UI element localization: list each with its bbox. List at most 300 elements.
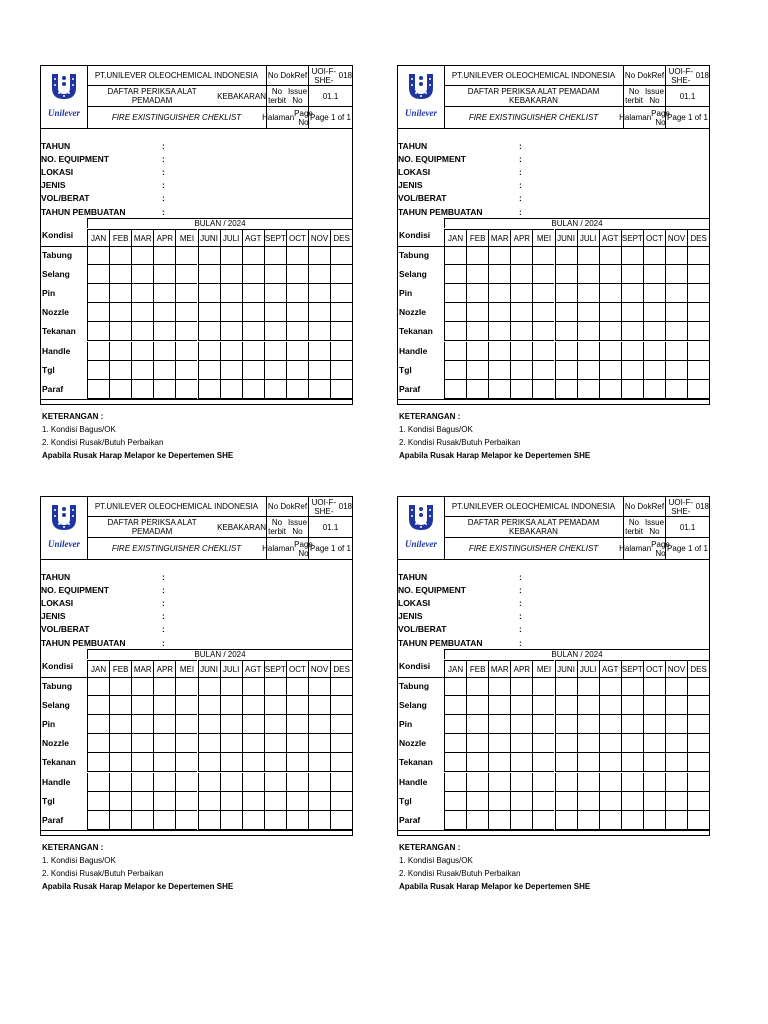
check-cell[interactable] bbox=[153, 773, 175, 792]
check-cell[interactable] bbox=[599, 753, 621, 772]
check-cell[interactable] bbox=[555, 342, 577, 361]
check-cell[interactable] bbox=[264, 773, 286, 792]
check-cell[interactable] bbox=[466, 773, 488, 792]
check-cell[interactable] bbox=[242, 811, 264, 830]
check-cell[interactable] bbox=[577, 677, 599, 696]
check-cell[interactable] bbox=[643, 380, 665, 399]
check-cell[interactable] bbox=[444, 342, 466, 361]
check-cell[interactable] bbox=[153, 734, 175, 753]
check-cell[interactable] bbox=[532, 380, 554, 399]
check-cell[interactable] bbox=[242, 361, 264, 380]
check-cell[interactable] bbox=[153, 246, 175, 265]
check-cell[interactable] bbox=[131, 322, 153, 341]
check-cell[interactable] bbox=[220, 792, 242, 811]
check-cell[interactable] bbox=[330, 246, 352, 265]
check-cell[interactable] bbox=[488, 342, 510, 361]
check-cell[interactable] bbox=[153, 361, 175, 380]
check-cell[interactable] bbox=[109, 265, 131, 284]
check-cell[interactable] bbox=[466, 792, 488, 811]
check-cell[interactable] bbox=[621, 734, 643, 753]
check-cell[interactable] bbox=[242, 677, 264, 696]
check-cell[interactable] bbox=[286, 677, 308, 696]
check-cell[interactable] bbox=[109, 303, 131, 322]
check-cell[interactable] bbox=[308, 303, 330, 322]
check-cell[interactable] bbox=[153, 284, 175, 303]
check-cell[interactable] bbox=[510, 715, 532, 734]
check-cell[interactable] bbox=[687, 773, 709, 792]
check-cell[interactable] bbox=[286, 284, 308, 303]
check-cell[interactable] bbox=[242, 734, 264, 753]
check-cell[interactable] bbox=[621, 811, 643, 830]
check-cell[interactable] bbox=[330, 773, 352, 792]
check-cell[interactable] bbox=[131, 246, 153, 265]
check-cell[interactable] bbox=[532, 322, 554, 341]
check-cell[interactable] bbox=[242, 246, 264, 265]
check-cell[interactable] bbox=[286, 342, 308, 361]
check-cell[interactable] bbox=[466, 696, 488, 715]
check-cell[interactable] bbox=[198, 677, 220, 696]
check-cell[interactable] bbox=[175, 792, 197, 811]
check-cell[interactable] bbox=[109, 696, 131, 715]
check-cell[interactable] bbox=[444, 322, 466, 341]
check-cell[interactable] bbox=[555, 380, 577, 399]
check-cell[interactable] bbox=[466, 284, 488, 303]
check-cell[interactable] bbox=[488, 303, 510, 322]
check-cell[interactable] bbox=[466, 734, 488, 753]
check-cell[interactable] bbox=[599, 734, 621, 753]
check-cell[interactable] bbox=[264, 811, 286, 830]
check-cell[interactable] bbox=[599, 811, 621, 830]
check-cell[interactable] bbox=[242, 715, 264, 734]
check-cell[interactable] bbox=[665, 303, 687, 322]
check-cell[interactable] bbox=[175, 265, 197, 284]
check-cell[interactable] bbox=[665, 696, 687, 715]
check-cell[interactable] bbox=[175, 753, 197, 772]
check-cell[interactable] bbox=[264, 246, 286, 265]
check-cell[interactable] bbox=[510, 753, 532, 772]
check-cell[interactable] bbox=[687, 303, 709, 322]
check-cell[interactable] bbox=[153, 792, 175, 811]
check-cell[interactable] bbox=[264, 792, 286, 811]
check-cell[interactable] bbox=[308, 792, 330, 811]
check-cell[interactable] bbox=[220, 677, 242, 696]
check-cell[interactable] bbox=[577, 246, 599, 265]
check-cell[interactable] bbox=[153, 303, 175, 322]
check-cell[interactable] bbox=[220, 284, 242, 303]
check-cell[interactable] bbox=[687, 734, 709, 753]
check-cell[interactable] bbox=[286, 361, 308, 380]
check-cell[interactable] bbox=[109, 753, 131, 772]
check-cell[interactable] bbox=[510, 677, 532, 696]
check-cell[interactable] bbox=[286, 715, 308, 734]
check-cell[interactable] bbox=[488, 696, 510, 715]
check-cell[interactable] bbox=[687, 792, 709, 811]
check-cell[interactable] bbox=[555, 322, 577, 341]
check-cell[interactable] bbox=[665, 715, 687, 734]
check-cell[interactable] bbox=[220, 734, 242, 753]
check-cell[interactable] bbox=[444, 265, 466, 284]
check-cell[interactable] bbox=[87, 811, 109, 830]
check-cell[interactable] bbox=[131, 284, 153, 303]
check-cell[interactable] bbox=[286, 753, 308, 772]
check-cell[interactable] bbox=[153, 322, 175, 341]
check-cell[interactable] bbox=[599, 284, 621, 303]
check-cell[interactable] bbox=[643, 734, 665, 753]
check-cell[interactable] bbox=[109, 715, 131, 734]
check-cell[interactable] bbox=[510, 811, 532, 830]
check-cell[interactable] bbox=[330, 361, 352, 380]
check-cell[interactable] bbox=[687, 284, 709, 303]
check-cell[interactable] bbox=[175, 696, 197, 715]
check-cell[interactable] bbox=[220, 715, 242, 734]
check-cell[interactable] bbox=[599, 246, 621, 265]
check-cell[interactable] bbox=[109, 773, 131, 792]
check-cell[interactable] bbox=[153, 753, 175, 772]
check-cell[interactable] bbox=[198, 303, 220, 322]
check-cell[interactable] bbox=[643, 696, 665, 715]
check-cell[interactable] bbox=[532, 734, 554, 753]
check-cell[interactable] bbox=[87, 380, 109, 399]
check-cell[interactable] bbox=[510, 246, 532, 265]
check-cell[interactable] bbox=[444, 753, 466, 772]
check-cell[interactable] bbox=[330, 342, 352, 361]
check-cell[interactable] bbox=[665, 811, 687, 830]
check-cell[interactable] bbox=[687, 715, 709, 734]
check-cell[interactable] bbox=[264, 303, 286, 322]
check-cell[interactable] bbox=[577, 361, 599, 380]
check-cell[interactable] bbox=[87, 361, 109, 380]
check-cell[interactable] bbox=[532, 284, 554, 303]
check-cell[interactable] bbox=[488, 811, 510, 830]
check-cell[interactable] bbox=[466, 361, 488, 380]
check-cell[interactable] bbox=[621, 773, 643, 792]
check-cell[interactable] bbox=[264, 361, 286, 380]
check-cell[interactable] bbox=[621, 361, 643, 380]
check-cell[interactable] bbox=[643, 246, 665, 265]
check-cell[interactable] bbox=[599, 265, 621, 284]
check-cell[interactable] bbox=[665, 361, 687, 380]
check-cell[interactable] bbox=[220, 265, 242, 284]
check-cell[interactable] bbox=[510, 284, 532, 303]
check-cell[interactable] bbox=[466, 715, 488, 734]
check-cell[interactable] bbox=[175, 773, 197, 792]
check-cell[interactable] bbox=[87, 696, 109, 715]
check-cell[interactable] bbox=[220, 303, 242, 322]
check-cell[interactable] bbox=[308, 811, 330, 830]
check-cell[interactable] bbox=[330, 322, 352, 341]
check-cell[interactable] bbox=[131, 715, 153, 734]
check-cell[interactable] bbox=[131, 773, 153, 792]
check-cell[interactable] bbox=[131, 677, 153, 696]
check-cell[interactable] bbox=[198, 246, 220, 265]
check-cell[interactable] bbox=[175, 303, 197, 322]
check-cell[interactable] bbox=[665, 792, 687, 811]
check-cell[interactable] bbox=[488, 792, 510, 811]
check-cell[interactable] bbox=[198, 792, 220, 811]
check-cell[interactable] bbox=[555, 753, 577, 772]
check-cell[interactable] bbox=[577, 753, 599, 772]
check-cell[interactable] bbox=[175, 322, 197, 341]
check-cell[interactable] bbox=[599, 361, 621, 380]
check-cell[interactable] bbox=[643, 361, 665, 380]
check-cell[interactable] bbox=[308, 677, 330, 696]
check-cell[interactable] bbox=[621, 696, 643, 715]
check-cell[interactable] bbox=[153, 715, 175, 734]
check-cell[interactable] bbox=[87, 284, 109, 303]
check-cell[interactable] bbox=[264, 715, 286, 734]
check-cell[interactable] bbox=[286, 303, 308, 322]
check-cell[interactable] bbox=[198, 773, 220, 792]
check-cell[interactable] bbox=[286, 792, 308, 811]
check-cell[interactable] bbox=[555, 361, 577, 380]
check-cell[interactable] bbox=[621, 677, 643, 696]
check-cell[interactable] bbox=[621, 342, 643, 361]
check-cell[interactable] bbox=[109, 792, 131, 811]
check-cell[interactable] bbox=[510, 342, 532, 361]
check-cell[interactable] bbox=[153, 380, 175, 399]
check-cell[interactable] bbox=[577, 792, 599, 811]
check-cell[interactable] bbox=[488, 361, 510, 380]
check-cell[interactable] bbox=[510, 322, 532, 341]
check-cell[interactable] bbox=[510, 792, 532, 811]
check-cell[interactable] bbox=[665, 380, 687, 399]
check-cell[interactable] bbox=[87, 753, 109, 772]
check-cell[interactable] bbox=[286, 246, 308, 265]
check-cell[interactable] bbox=[308, 342, 330, 361]
check-cell[interactable] bbox=[87, 734, 109, 753]
check-cell[interactable] bbox=[466, 322, 488, 341]
check-cell[interactable] bbox=[87, 246, 109, 265]
check-cell[interactable] bbox=[532, 792, 554, 811]
check-cell[interactable] bbox=[109, 342, 131, 361]
check-cell[interactable] bbox=[621, 792, 643, 811]
check-cell[interactable] bbox=[131, 265, 153, 284]
check-cell[interactable] bbox=[510, 265, 532, 284]
check-cell[interactable] bbox=[643, 811, 665, 830]
check-cell[interactable] bbox=[264, 342, 286, 361]
check-cell[interactable] bbox=[308, 715, 330, 734]
check-cell[interactable] bbox=[264, 696, 286, 715]
check-cell[interactable] bbox=[153, 265, 175, 284]
check-cell[interactable] bbox=[488, 734, 510, 753]
check-cell[interactable] bbox=[198, 715, 220, 734]
check-cell[interactable] bbox=[109, 734, 131, 753]
check-cell[interactable] bbox=[109, 361, 131, 380]
check-cell[interactable] bbox=[264, 734, 286, 753]
check-cell[interactable] bbox=[330, 734, 352, 753]
check-cell[interactable] bbox=[308, 773, 330, 792]
check-cell[interactable] bbox=[308, 246, 330, 265]
check-cell[interactable] bbox=[220, 811, 242, 830]
check-cell[interactable] bbox=[109, 677, 131, 696]
check-cell[interactable] bbox=[444, 811, 466, 830]
check-cell[interactable] bbox=[242, 284, 264, 303]
check-cell[interactable] bbox=[621, 715, 643, 734]
check-cell[interactable] bbox=[665, 284, 687, 303]
check-cell[interactable] bbox=[687, 696, 709, 715]
check-cell[interactable] bbox=[153, 811, 175, 830]
check-cell[interactable] bbox=[330, 715, 352, 734]
check-cell[interactable] bbox=[198, 753, 220, 772]
check-cell[interactable] bbox=[488, 265, 510, 284]
check-cell[interactable] bbox=[308, 380, 330, 399]
check-cell[interactable] bbox=[687, 322, 709, 341]
check-cell[interactable] bbox=[330, 380, 352, 399]
check-cell[interactable] bbox=[264, 322, 286, 341]
check-cell[interactable] bbox=[599, 696, 621, 715]
check-cell[interactable] bbox=[532, 246, 554, 265]
check-cell[interactable] bbox=[532, 811, 554, 830]
check-cell[interactable] bbox=[87, 303, 109, 322]
check-cell[interactable] bbox=[308, 284, 330, 303]
check-cell[interactable] bbox=[577, 380, 599, 399]
check-cell[interactable] bbox=[175, 811, 197, 830]
check-cell[interactable] bbox=[242, 265, 264, 284]
check-cell[interactable] bbox=[687, 753, 709, 772]
check-cell[interactable] bbox=[131, 753, 153, 772]
check-cell[interactable] bbox=[242, 380, 264, 399]
check-cell[interactable] bbox=[532, 773, 554, 792]
check-cell[interactable] bbox=[665, 677, 687, 696]
check-cell[interactable] bbox=[444, 773, 466, 792]
check-cell[interactable] bbox=[220, 246, 242, 265]
check-cell[interactable] bbox=[687, 361, 709, 380]
check-cell[interactable] bbox=[577, 284, 599, 303]
check-cell[interactable] bbox=[109, 380, 131, 399]
check-cell[interactable] bbox=[220, 696, 242, 715]
check-cell[interactable] bbox=[643, 715, 665, 734]
check-cell[interactable] bbox=[286, 696, 308, 715]
check-cell[interactable] bbox=[643, 322, 665, 341]
check-cell[interactable] bbox=[665, 322, 687, 341]
check-cell[interactable] bbox=[87, 322, 109, 341]
check-cell[interactable] bbox=[599, 322, 621, 341]
check-cell[interactable] bbox=[444, 696, 466, 715]
check-cell[interactable] bbox=[330, 811, 352, 830]
check-cell[interactable] bbox=[198, 284, 220, 303]
check-cell[interactable] bbox=[220, 380, 242, 399]
check-cell[interactable] bbox=[444, 677, 466, 696]
check-cell[interactable] bbox=[510, 361, 532, 380]
check-cell[interactable] bbox=[264, 265, 286, 284]
check-cell[interactable] bbox=[687, 265, 709, 284]
check-cell[interactable] bbox=[643, 792, 665, 811]
check-cell[interactable] bbox=[286, 265, 308, 284]
check-cell[interactable] bbox=[308, 696, 330, 715]
check-cell[interactable] bbox=[510, 734, 532, 753]
check-cell[interactable] bbox=[286, 734, 308, 753]
check-cell[interactable] bbox=[555, 792, 577, 811]
check-cell[interactable] bbox=[242, 773, 264, 792]
check-cell[interactable] bbox=[555, 284, 577, 303]
check-cell[interactable] bbox=[643, 677, 665, 696]
check-cell[interactable] bbox=[198, 811, 220, 830]
check-cell[interactable] bbox=[488, 753, 510, 772]
check-cell[interactable] bbox=[665, 773, 687, 792]
check-cell[interactable] bbox=[466, 303, 488, 322]
check-cell[interactable] bbox=[220, 773, 242, 792]
check-cell[interactable] bbox=[555, 696, 577, 715]
check-cell[interactable] bbox=[308, 265, 330, 284]
check-cell[interactable] bbox=[532, 361, 554, 380]
check-cell[interactable] bbox=[330, 284, 352, 303]
check-cell[interactable] bbox=[643, 753, 665, 772]
check-cell[interactable] bbox=[555, 677, 577, 696]
check-cell[interactable] bbox=[510, 380, 532, 399]
check-cell[interactable] bbox=[555, 734, 577, 753]
check-cell[interactable] bbox=[131, 342, 153, 361]
check-cell[interactable] bbox=[175, 284, 197, 303]
check-cell[interactable] bbox=[466, 342, 488, 361]
check-cell[interactable] bbox=[444, 361, 466, 380]
check-cell[interactable] bbox=[131, 696, 153, 715]
check-cell[interactable] bbox=[286, 380, 308, 399]
check-cell[interactable] bbox=[444, 792, 466, 811]
check-cell[interactable] bbox=[198, 361, 220, 380]
check-cell[interactable] bbox=[109, 811, 131, 830]
check-cell[interactable] bbox=[577, 696, 599, 715]
check-cell[interactable] bbox=[220, 361, 242, 380]
check-cell[interactable] bbox=[198, 696, 220, 715]
check-cell[interactable] bbox=[687, 380, 709, 399]
check-cell[interactable] bbox=[488, 677, 510, 696]
check-cell[interactable] bbox=[87, 792, 109, 811]
check-cell[interactable] bbox=[131, 380, 153, 399]
check-cell[interactable] bbox=[577, 715, 599, 734]
check-cell[interactable] bbox=[242, 792, 264, 811]
check-cell[interactable] bbox=[198, 322, 220, 341]
check-cell[interactable] bbox=[175, 380, 197, 399]
check-cell[interactable] bbox=[444, 380, 466, 399]
check-cell[interactable] bbox=[577, 734, 599, 753]
check-cell[interactable] bbox=[510, 696, 532, 715]
check-cell[interactable] bbox=[555, 811, 577, 830]
check-cell[interactable] bbox=[131, 303, 153, 322]
check-cell[interactable] bbox=[308, 753, 330, 772]
check-cell[interactable] bbox=[621, 322, 643, 341]
check-cell[interactable] bbox=[330, 753, 352, 772]
check-cell[interactable] bbox=[577, 322, 599, 341]
check-cell[interactable] bbox=[330, 696, 352, 715]
check-cell[interactable] bbox=[153, 677, 175, 696]
check-cell[interactable] bbox=[87, 265, 109, 284]
check-cell[interactable] bbox=[198, 380, 220, 399]
check-cell[interactable] bbox=[153, 342, 175, 361]
check-cell[interactable] bbox=[330, 303, 352, 322]
check-cell[interactable] bbox=[286, 811, 308, 830]
check-cell[interactable] bbox=[577, 811, 599, 830]
check-cell[interactable] bbox=[643, 284, 665, 303]
check-cell[interactable] bbox=[643, 303, 665, 322]
check-cell[interactable] bbox=[466, 265, 488, 284]
check-cell[interactable] bbox=[621, 380, 643, 399]
check-cell[interactable] bbox=[308, 734, 330, 753]
check-cell[interactable] bbox=[488, 773, 510, 792]
check-cell[interactable] bbox=[264, 380, 286, 399]
check-cell[interactable] bbox=[599, 715, 621, 734]
check-cell[interactable] bbox=[665, 753, 687, 772]
check-cell[interactable] bbox=[131, 361, 153, 380]
check-cell[interactable] bbox=[488, 246, 510, 265]
check-cell[interactable] bbox=[264, 753, 286, 772]
check-cell[interactable] bbox=[175, 734, 197, 753]
check-cell[interactable] bbox=[264, 677, 286, 696]
check-cell[interactable] bbox=[687, 811, 709, 830]
check-cell[interactable] bbox=[555, 246, 577, 265]
check-cell[interactable] bbox=[510, 773, 532, 792]
check-cell[interactable] bbox=[532, 753, 554, 772]
check-cell[interactable] bbox=[87, 342, 109, 361]
